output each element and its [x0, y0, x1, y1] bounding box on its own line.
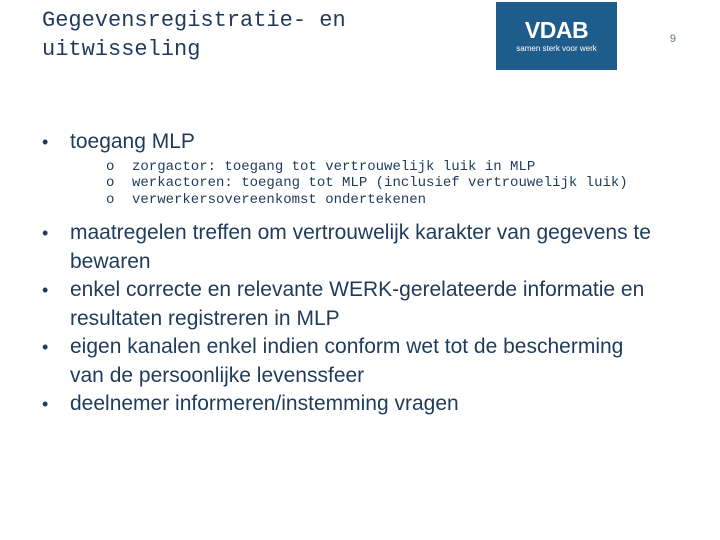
sub-bullet-marker: o: [106, 191, 115, 208]
slide-title: Gegevensregistratie- en uitwisseling: [42, 8, 346, 62]
bullet-marker: •: [42, 223, 49, 244]
bullet-marker: •: [42, 337, 49, 358]
bullet-item: [42, 276, 662, 333]
bullet-item: [42, 128, 662, 208]
bullet-text: toegang MLP: [70, 130, 195, 153]
sub-bullet-text: verwerkersovereenkomst ondertekenen: [132, 191, 427, 208]
sub-bullet-item: [70, 159, 662, 176]
sub-bullet-marker: o: [106, 158, 115, 175]
bullet-item: [42, 219, 662, 276]
vdab-logo: [496, 2, 617, 70]
sub-bullet-item: [70, 175, 662, 192]
bullet-item: [42, 390, 662, 419]
page-number: 9: [669, 33, 676, 45]
sub-bullet-item: [70, 192, 662, 209]
slide-content: [42, 128, 662, 419]
bullet-text: deelnemer informeren/instemming vragen: [70, 392, 459, 416]
bullet-item: [42, 333, 662, 390]
bullet-text: enkel correcte en relevante WERK-gerelateerde informatie en resultaten registreren in MLP: [70, 278, 645, 330]
bullet-list: [42, 128, 662, 419]
bullet-marker: •: [42, 394, 49, 415]
logo-wordmark: VDAB: [524, 17, 589, 43]
sub-bullet-text: zorgactor: toegang tot vertrouwelijk luik in MLP: [132, 158, 536, 175]
bullet-text: maatregelen treffen om vertrouwelijk karakter van gegevens te bewaren: [70, 221, 651, 273]
logo-tagline: samen sterk voor werk: [516, 44, 597, 53]
sub-bullet-list: [70, 159, 662, 209]
bullet-text: eigen kanalen enkel indien conform wet tot de bescherming van de persoonlijke levenssfeer: [70, 335, 624, 387]
bullet-marker: •: [42, 280, 49, 301]
sub-bullet-marker: o: [106, 175, 115, 192]
sub-bullet-text: werkactoren: toegang tot MLP (inclusief vertrouwelijk luik): [132, 175, 628, 192]
bullet-marker: •: [42, 132, 49, 152]
